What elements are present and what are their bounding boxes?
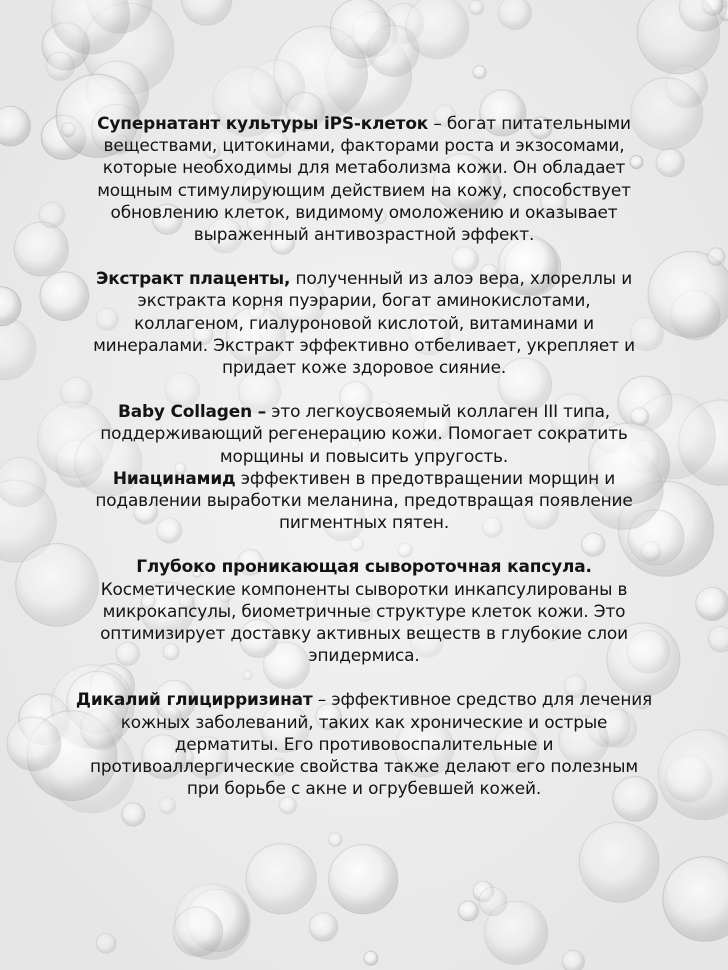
text-line — [0, 511, 728, 533]
description-text: при борьбе с акне и огрубевшей кожей. — [186, 778, 542, 799]
text-line — [0, 422, 728, 444]
text-line — [0, 578, 728, 600]
text-line — [0, 289, 728, 311]
text-line — [0, 312, 728, 334]
text-line — [0, 223, 728, 245]
description-text: которые необходимы для метаболизма кожи. Он обладает — [102, 157, 626, 178]
description-text: – богат питательными — [428, 113, 631, 133]
description-text: – эффективное средство для лечения — [312, 689, 653, 710]
description-text: поддерживающий регенерацию кожи. Помогает сократить — [100, 423, 628, 444]
paragraph — [0, 267, 728, 378]
description-text: мощным стимулирующим действием на кожу, способствует — [97, 179, 631, 200]
text-line — [0, 267, 728, 289]
text-line — [0, 733, 728, 755]
description-text: пигментных пятен. — [278, 512, 450, 533]
description-text: это легкоусвояемый коллаген III типа, — [266, 401, 611, 422]
description-text: дерматиты. Его противовоспалительные и — [174, 733, 554, 754]
description-text: подавлении выработки меланина, предотвращая появление — [95, 490, 633, 511]
text-line — [0, 644, 728, 666]
text-line — [0, 688, 728, 710]
text-line — [0, 622, 728, 644]
paragraph — [0, 400, 728, 533]
paragraph — [0, 688, 728, 799]
ingredient-name: Супернатант культуры iPS-клеток — [97, 113, 429, 133]
text-line — [0, 400, 728, 422]
description-text: морщины и повысить упругость. — [219, 445, 509, 466]
description-text: выраженный антивозрастной эффект. — [193, 224, 535, 245]
ingredient-name: Глубоко проникающая сывороточная капсула. — [136, 556, 592, 577]
text-line — [0, 600, 728, 622]
paragraph — [0, 112, 728, 245]
description-text: микрокапсулы, биометричные структуре клеток кожи. Это — [102, 600, 626, 621]
text-line — [0, 156, 728, 178]
description-text: эпидермиса. — [308, 645, 420, 666]
text-line — [0, 489, 728, 511]
description-text: веществами, цитокинами, факторами роста и экзосомами, — [103, 135, 625, 156]
paragraph — [0, 555, 728, 666]
text-line — [0, 179, 728, 201]
text-line — [0, 711, 728, 733]
description-text: придает коже здоровое сияние. — [221, 357, 507, 378]
ingredient-name: Ниацинамид — [112, 467, 236, 488]
text-line — [0, 356, 728, 378]
text-line — [0, 112, 728, 134]
text-line — [0, 777, 728, 799]
ingredient-name: Baby Collagen – — [117, 401, 267, 422]
description-text: эффективен в предотвращении морщин и — [235, 467, 616, 488]
ingredient-name: Экстракт плаценты, — [95, 268, 291, 289]
description-text: полученный из алоэ вера, хлореллы и — [290, 268, 633, 289]
text-line — [0, 445, 728, 467]
text-line — [0, 201, 728, 223]
description-text: коллагеном, гиалуроновой кислотой, витаминами и — [134, 312, 594, 333]
description-text: оптимизирует доставку активных веществ в глубокие слои — [100, 623, 628, 644]
ingredients-text-block — [0, 112, 728, 821]
description-text: обновлению клеток, видимому омоложению и оказывает — [110, 201, 618, 222]
text-line — [0, 467, 728, 489]
description-text: противоаллергические свойства также делают его полезным — [90, 756, 638, 777]
description-text: Косметические компоненты сыворотки инкапсулированы в — [100, 578, 628, 599]
description-text: минералами. Экстракт эффективно отбеливает, укрепляет и — [93, 334, 635, 355]
text-line — [0, 755, 728, 777]
description-text: экстракта корня пуэрарии, богат аминокислотами, — [137, 290, 591, 311]
description-text: кожных заболеваний, таких как хронические и острые — [120, 711, 608, 732]
text-line — [0, 134, 728, 156]
text-line — [0, 334, 728, 356]
text-line — [0, 555, 728, 577]
ingredient-name: Дикалий глицирризинат — [75, 689, 313, 710]
